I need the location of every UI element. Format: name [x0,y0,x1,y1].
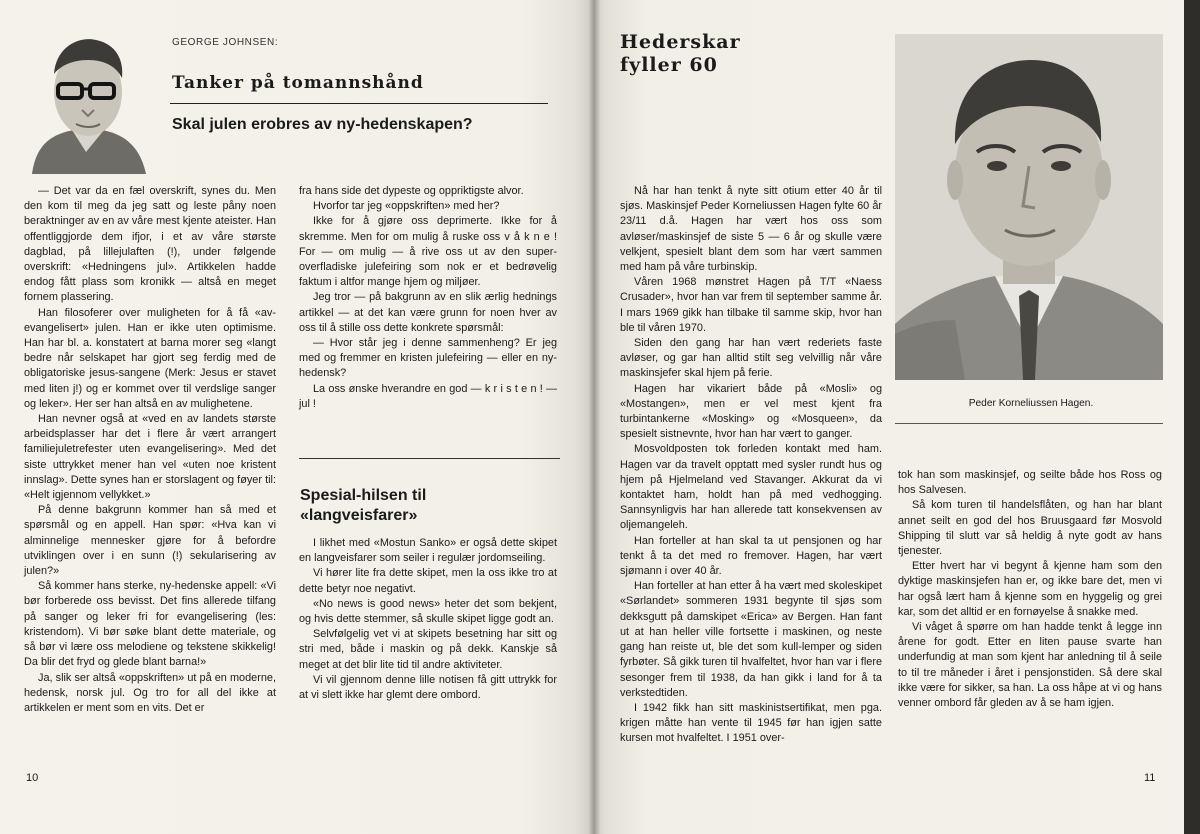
paragraph: fra hans side det dypeste og oppriktigste alvor. [299,185,524,197]
author-portrait-photo [24,26,150,174]
paragraph: Så kom turen til handelsflåten, og han har blant annet seilt en god del hos Bruusgaard før Mosvold Shipping til slutt var så heldig å nyte godt av hans tjenester. [898,499,1162,558]
paragraph: Etter hvert har vi begynt å kjenne ham som den dyktige maskinsjefen han er, og ikke bare det, men vi har også lært ham å kjenne som en hyggelig og grei kar, som det alltid er en fornøyelse å snakke med. [898,560,1162,618]
left-column-2 [299,184,557,412]
paragraph: Ikke for å gjøre oss deprimerte. Ikke for å skremme. Men for om mulig å ruske oss v å k n e ! For — om mulig — å rive oss ut av den super-overfladiske julefeiring som nok er et bedrøvelig faktum i altfor mange hjem og miljøer. [299,215,557,289]
right-column-1 [620,184,882,747]
title-line-2: fyller 60 [620,54,718,76]
paragraph: La oss ønske hverandre en god — k r i s t e n ! — jul ! [299,382,557,410]
caption-rule [895,423,1163,424]
paragraph: Jeg tror — på bakgrunn av en slik ærlig hednings artikkel — at det kan være grunn for noen hver av oss til å stille oss dette konkrete spørsmål: [299,291,557,334]
paragraph: — Det var da en fæl overskrift, synes du. Men den kom til meg da jeg satt og leste påny noen beraktninger av en av våre mest kjente ateister. Han offentliggjorde dem ifjor, i et av våre største dagblad, på lillejulaften (!), under følgende overskrift: «Hedningens jul». Artikkelen hadde endog fått plass som kronikk — altså en meget fornem plassering. [24,185,276,304]
spine-gutter [588,0,600,834]
page-number: 10 [26,772,39,784]
left-page [0,0,593,834]
notice-title-line-1: Spesial-hilsen til [300,487,427,504]
paragraph: Selvfølgelig vet vi at skipets besetning har sitt og stri med, både i maskin og på dekk. Kanskje så meget at det blir lite tid til andre aktiviteter. [299,628,557,671]
paragraph: Han forteller at han skal ta ut pensjonen og har tenkt å ta det med ro fremover. Hagen, har vært sjømann i over 40 år. [620,534,882,578]
paragraph: tok han som maskinsjef, og seilte både hos Ross og hos Salvesen. [898,469,1162,497]
paragraph: Hagen har vikariert både på «Mosli» og «Mostangen», men er vel mest kjent fra turbintankerne «Mosking» og «Mosqueen», da spesielt sistnevnte, hvor han har vært to ganger. [620,382,882,441]
author-name: GEORGE JOHNSEN: [172,37,279,48]
article-title [620,31,741,77]
paragraph: Ja, slik ser altså «oppskriften» ut på en moderne, hedensk, norsk jul. Og tro for all del ikke at artikkelen er ment som en vits. Det er [24,671,276,714]
paragraph: På denne bakgrunn kommer han så med et spørsmål og en appell. Han spør: «Hva kan vi alminnelige mennesker gjøre for å befordre utviklingen over i en sunn (!) sekularisering av julen?» [24,504,276,578]
right-column-2 [898,468,1162,711]
paragraph: Så kommer hans sterke, ny-hedenske appell: «Vi bør forberede oss bevisst. Det fins allerede tilfang på sanger og leker fri for evangelisering (les: kristendom). Vi bør søke blant dette materiale, og så bør vi lære oss melodiene og tekstene skikkelig! Da blir det fryd og glede blant barna!» [24,580,276,669]
paragraph: Nå har han tenkt å nyte sitt otium etter 40 år til sjøs. Maskinsjef Peder Korneliussen Hagen fylte 60 år 23/11 d.å. Hagen har vært hos oss som avløser/maskinsjef de siste 5 — 6 år og skulle være velkjent, spesielt blant dem som har vært sammen med ham på våre turbinskip. [620,185,882,274]
paragraph: Vi våget å spørre om han hadde tenkt å legge inn årene for godt. Etter en liten pause svarte han underfundig at man som kjent har anledning til å seile to til tre måneder i året i pensjonstiden. Så dere skal ikke være for sikker, sa han. La oss håpe at vi og hans venner ombord får gleden av å se ham igjen. [898,621,1162,710]
paragraph: I likhet med «Mostun Sanko» er også dette skipet en langveisfarer som seiler i regulær jordomseiling. [299,537,557,565]
article-subtitle: Skal julen erobres av ny-hedenskapen? [172,116,473,133]
notice-title-line-2: «langveisfarer» [300,507,418,524]
portrait-photo [895,34,1163,380]
photo-caption: Peder Korneliussen Hagen. [968,398,1094,409]
page-number: 11 [1144,772,1156,784]
paragraph: Våren 1968 mønstret Hagen på T/T «Naess Crusader», hvor han var frem til september samme år. I mars 1969 gikk han tilbake til samme skip, hvor han ble til våren 1970. [620,276,882,334]
paragraph: Han filosoferer over muligheten for å få «av-evangelisert» julen. Han er ikke uten optimisme. Han har bl. a. konstatert at barna morer seg «langt bedre når selskapet har gjort seg ferdig med de obligatoriske jesus-sangene (Merk: Jesus er stavet med liten j!) og er kommet over til verdslige sanger og leker». Her ser han altså en av mulighetene. [24,306,276,410]
paragraph: Mosvoldposten tok forleden kontakt med ham. Hagen var da travelt opptatt med sysler rundt hus og hjem på Hjelmeland ved Stavanger. Akkurat da vi kontaktet ham, holdt han på med vedhogging. Sannsynligvis har han allerede tatt konsekvensen av oljemangeleh. [620,443,882,532]
paragraph: I 1942 fikk han sitt maskinistsertifikat, men pga. krigen måtte han vente til 1945 før han igjen satte kursen mot hvalfeltet. I 1951 over- [620,701,882,745]
title-line-1: Hederskar [620,31,741,53]
paragraph: Han forteller at han etter å ha vært med skoleskipet «Sørlandet» sommeren 1931 begynte til sjøs som dekksgutt på damskipet «Erica» av Bergen. Han fant ut at han heller ville fortsette i maskinen, og neste gang han reiste ut, ble det som kull-lemper og siden fyrbøter. Så gikk turen til hvalfeltet, hvor han var i flere sesonger frem til 1938, da han gikk i land for å ta verkstedtiden. [620,580,882,699]
left-column-1 [24,184,276,716]
paragraph: Siden den gang har han vært rederiets faste avløser, og gar han alltid stilt seg velvillig når våre maskinsjefer skal hjem på ferie. [620,337,882,380]
notice-title [300,486,426,526]
title-rule [170,103,548,104]
paragraph: Han nevner også at «ved en av landets største arbeidsplasser har det i flere år vært arrangert familiejuletrefester uten evangelisering». Med det siste uttrykket mener han vel «uten noe kristent innslag». Dette synes han er storslagent og føyer til: «Helt igjennom vellykket.» [24,413,276,502]
paragraph: Vi vil gjennom denne lille notisen få gitt uttrykk for at vi slett ikke har glemt dere ombord. [299,673,557,702]
background-edge [1184,0,1200,834]
right-page [593,0,1184,834]
paragraph: Vi hører lite fra dette skipet, men la oss ikke tro at dette betyr noe negativt. [299,567,557,595]
article-title: Tanker på tomannshånd [172,73,424,93]
section-rule [299,458,560,459]
notice-body [299,536,557,703]
paragraph: «No news is good news» heter det som bekjent, og hvis dette stemmer, så skulle skipet ligge godt an. [299,597,557,626]
paragraph: — Hvor står jeg i denne sammenheng? Er jeg med og fremmer en kristen julefeiring — eller en ny-hedensk? [299,337,557,380]
paragraph: Hvorfor tar jeg «oppskriften» med her? [313,200,500,213]
